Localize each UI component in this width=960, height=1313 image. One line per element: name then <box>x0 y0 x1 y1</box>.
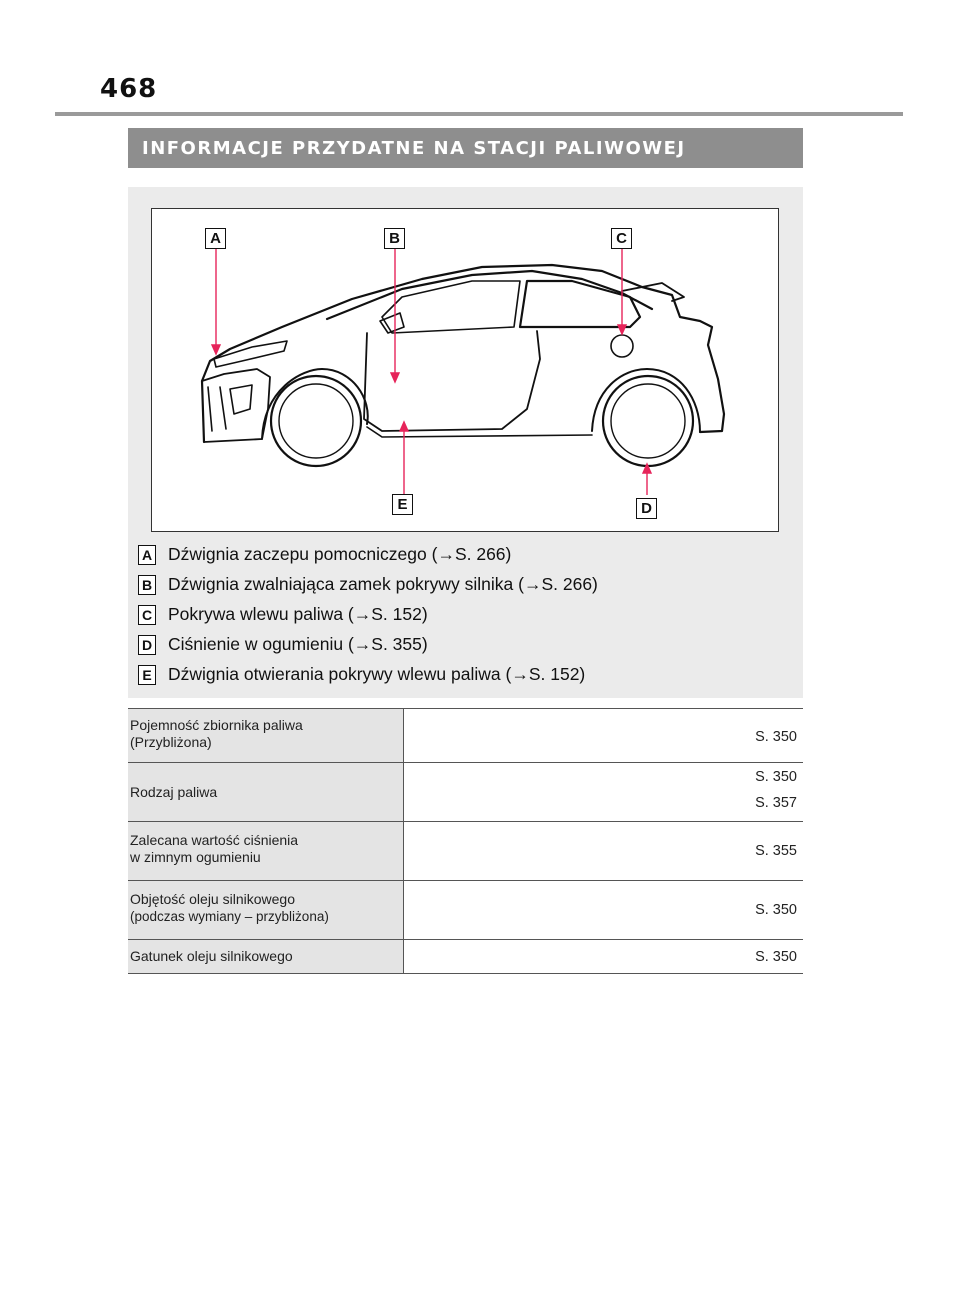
spec-value: S. 355 <box>755 843 797 859</box>
spec-value: S. 350 <box>755 902 797 918</box>
car-roofline <box>327 271 652 319</box>
legend-item <box>138 632 788 662</box>
info-panel <box>128 187 803 698</box>
spec-label-line: Objętość oleju silnikowego <box>130 891 295 907</box>
legend-list <box>138 542 788 692</box>
spec-label-line: (Przybliżona) <box>130 734 212 750</box>
legend-marker: C <box>138 605 156 625</box>
section-header <box>128 128 803 168</box>
front-wheel-rim <box>279 384 353 458</box>
legend-marker: E <box>138 665 156 685</box>
spec-label <box>128 940 404 973</box>
spec-label-line: Zalecana wartość ciśnienia <box>130 832 299 848</box>
car-diagram <box>151 208 779 532</box>
spec-label-line: (podczas wymiany – przybliżona) <box>130 909 329 924</box>
spec-value: S. 357 <box>755 795 797 811</box>
table-row <box>128 821 803 880</box>
callout-b: B <box>384 228 405 249</box>
legend-item <box>138 542 788 572</box>
front-grille <box>208 387 226 431</box>
callout-d: D <box>636 498 657 519</box>
spec-label <box>128 709 404 762</box>
spec-label <box>128 822 404 880</box>
legend-text: Ciśnienie w ogumieniu (→S. 355) <box>168 634 428 654</box>
headlight <box>214 341 287 367</box>
spec-label-line: w zimnym ogumieniu <box>130 849 261 865</box>
legend-item <box>138 572 788 602</box>
spec-table <box>128 708 803 974</box>
door-line <box>364 331 540 431</box>
legend-text: Dźwignia otwierania pokrywy wlewu paliwa (→S. 152) <box>168 664 586 684</box>
fuel-cap <box>611 335 633 357</box>
car-illustration <box>152 209 777 530</box>
table-row <box>128 880 803 939</box>
fog-light <box>230 385 252 414</box>
legend-item <box>138 602 788 632</box>
spec-value: S. 350 <box>755 729 797 745</box>
legend-marker: A <box>138 545 156 565</box>
header-rule <box>55 112 903 116</box>
table-row <box>128 762 803 821</box>
spec-value: S. 350 <box>755 949 797 965</box>
legend-text: Dźwignia zaczepu pomocniczego (→S. 266) <box>168 544 512 564</box>
spec-label-line: Pojemność zbiornika paliwa <box>130 717 303 733</box>
legend-text: Dźwignia zwalniająca zamek pokrywy silnika (→S. 266) <box>168 574 598 594</box>
callout-c: C <box>611 228 632 249</box>
legend-text: Pokrywa wlewu paliwa (→S. 152) <box>168 604 428 624</box>
spec-value: S. 350 <box>755 769 797 785</box>
table-row <box>128 708 803 762</box>
spec-label-line: Rodzaj paliwa <box>130 783 218 800</box>
spec-label <box>128 763 404 821</box>
legend-marker: D <box>138 635 156 655</box>
callout-e: E <box>392 494 413 515</box>
spec-label-line: Gatunek oleju silnikowego <box>130 948 293 964</box>
spec-label <box>128 881 404 939</box>
rear-wheel-rim <box>611 384 685 458</box>
legend-item <box>138 662 788 692</box>
table-row <box>128 939 803 974</box>
callout-a: A <box>205 228 226 249</box>
section-title: INFORMACJE PRZYDATNE NA STACJI PALIWOWEJ <box>142 138 686 159</box>
legend-marker: B <box>138 575 156 595</box>
page-number: 468 <box>100 74 158 104</box>
